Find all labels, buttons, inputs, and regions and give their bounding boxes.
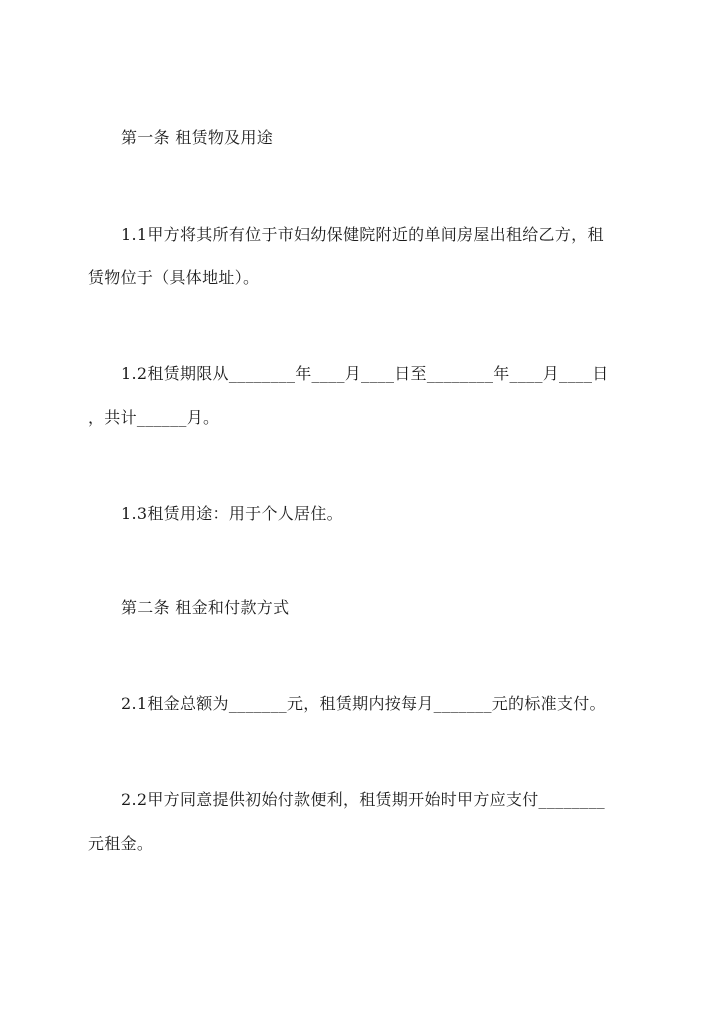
clause-2-2-line-2: 元租金。 (88, 834, 154, 853)
article-1-heading: 第一条 租赁物及用途 (121, 128, 274, 147)
clause-1-1-line-1: 1.1甲方将其所有位于市妇幼保健院附近的单间房屋出租给乙方，租 (121, 225, 604, 244)
clause-1-1-line-2: 赁物位于（具体地址）。 (88, 268, 260, 287)
article-2-heading: 第二条 租金和付款方式 (121, 598, 290, 617)
clause-2-2-line-1: 2.2甲方同意提供初始付款便利，租赁期开始时甲方应支付________ (121, 790, 605, 809)
clause-1-3-line-1: 1.3租赁用途：用于个人居住。 (121, 504, 343, 523)
clause-2-1-line-1: 2.1租金总额为_______元，租赁期内按每月_______元的标准支付。 (121, 694, 606, 713)
clause-1-2-line-1: 1.2租赁期限从________年____月____日至________年____月____日 (121, 364, 609, 383)
clause-1-2-line-2: ，共计______月。 (88, 408, 220, 427)
